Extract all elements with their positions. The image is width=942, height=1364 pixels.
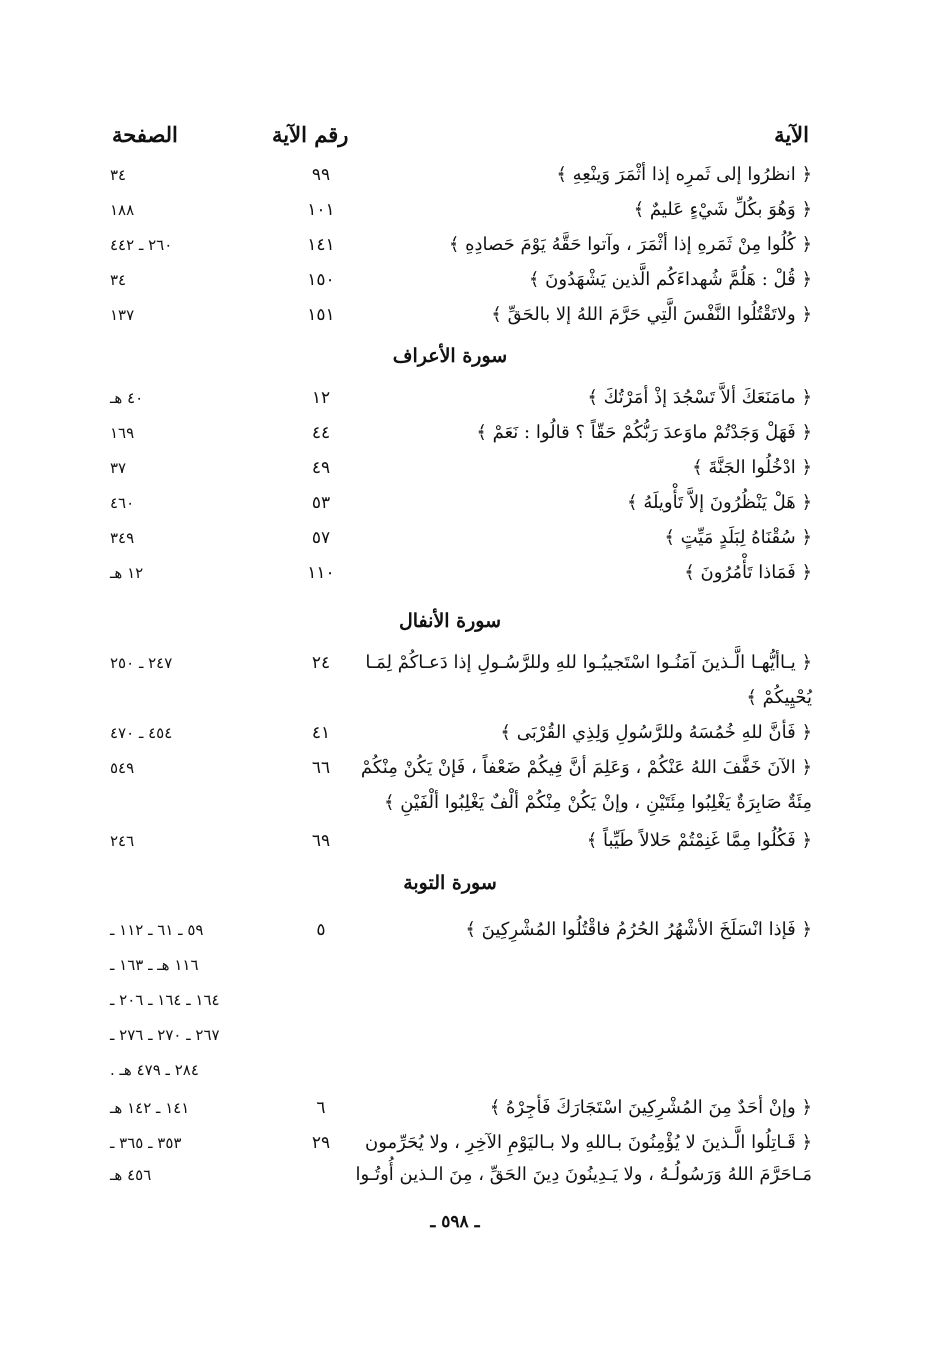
page-references: ٢٨٤ ـ ٤٧٩ هـ . <box>110 1061 199 1079</box>
ayah-number: ٢٤ <box>311 653 331 673</box>
ayah-number: ١٥١ <box>307 305 335 325</box>
table-row <box>0 1093 942 1127</box>
ayah-number: ٦ <box>316 1098 326 1118</box>
page-references: ٣٤ <box>110 271 127 289</box>
verse-text: ﴿ فَإذا انْسَلَخَ الأشْهُرُ الحُرُمُ فاقْتُلُوا المُشْرِكِينَ ﴾ <box>465 919 812 940</box>
ayah-number: ٤١ <box>311 723 331 743</box>
page-references: ٢٦٠ ـ ٤٤٢ <box>110 236 173 254</box>
ayah-number: ٥ <box>316 920 326 940</box>
page-references: ٥٤٩ <box>110 759 135 777</box>
page-references: ١٤١ ـ ١٤٢ هـ <box>110 1099 190 1117</box>
verse-text: ﴿ ادْخُلُوا الجَنَّةَ ﴾ <box>692 457 812 478</box>
page-references: ١٢ هـ <box>110 564 144 582</box>
page-references: ١٦٩ <box>110 424 135 442</box>
ayah-number: ٥٣ <box>311 493 331 513</box>
verse-text: مَـاحَرَّمَ اللهُ وَرَسُولُـهُ ، ولا يَـدِينُونَ دِينَ الحَقِّ ، مِنَ الـذين أُوتُـوا <box>355 1164 812 1185</box>
verse-text: ﴿ يـاأيُّهـا الَّـذينَ آمَنُـوا اسْتَجيبُـوا للهِ وللرَّسُـولِ إذا دَعـاكُمْ لِمَـا <box>365 652 812 673</box>
table-row <box>0 265 942 299</box>
page-references: ٤٠ هـ <box>110 389 144 407</box>
verse-text: ﴿ هَلْ يَنْظُرُونَ إلاَّ تَأْويلَهُ ﴾ <box>627 492 812 513</box>
table-row <box>0 1160 942 1194</box>
table-row <box>0 453 942 487</box>
verse-text: ﴿ فَكُلُوا مِمَّا غَنِمْتُمْ حَلالاً طَيِّباً ﴾ <box>586 830 812 851</box>
table-row <box>0 950 942 984</box>
table-row <box>0 1020 942 1054</box>
page-references: ٣٤ <box>110 166 127 184</box>
verse-text: ﴿ مامَنَعَكَ ألاَّ تَسْجُدَ إذْ أمَرْتُكَ ﴾ <box>587 387 812 408</box>
ayah-number: ٩٩ <box>311 165 331 185</box>
table-row <box>0 230 942 264</box>
surah-heading: سورة الأعراف <box>392 345 508 367</box>
table-row <box>0 753 942 787</box>
verse-text: ﴿ سُقْنَاهُ لِبَلَدٍ مَيِّتٍ ﴾ <box>664 527 812 548</box>
page-references: ٥٩ ـ ٦١ ـ ١١٢ ـ <box>110 921 204 939</box>
table-row <box>0 648 942 682</box>
verse-text: ﴿ فَأنَّ للهِ خُمُسَهُ وللرَّسُولِ وَلِذِي القُرْبَى ﴾ <box>500 722 812 743</box>
page-references: ٤٥٦ هـ <box>110 1166 152 1184</box>
table-row <box>0 558 942 592</box>
table-row <box>0 915 942 949</box>
verse-text: ﴿ وإنْ أحَدٌ مِنَ المُشْرِكِينَ اسْتَجَارَكَ فَأجِرْهُ ﴾ <box>489 1097 812 1118</box>
verse-text: يُحْيِيكُمْ ﴾ <box>746 687 812 708</box>
table-row <box>0 826 942 860</box>
verse-text: ﴿ قَـاتِلُوا الَّـذينَ لا يُؤْمِنُونَ بـاللهِ ولا بـاليَوْمِ الآخِرِ ، ولا يُحَرِّمون <box>365 1132 812 1153</box>
table-row <box>0 718 942 752</box>
ayah-number: ٤٤ <box>311 423 331 443</box>
page-references: ٣٧ <box>110 459 127 477</box>
ayah-number: ٥٧ <box>311 528 331 548</box>
verse-text: مِئَةٌ صَابِرَةٌ يَغْلِبُوا مِئَتَيْنِ ، وإنْ يَكُنْ مِنْكُمْ ألْفٌ يَغْلِبُوا ألْفَيْنِ ﴾ <box>384 792 812 813</box>
ayah-number-column-header: رقم الآية <box>272 122 349 147</box>
ayah-number: ٤٩ <box>311 458 331 478</box>
ayah-number: ٢٩ <box>311 1133 331 1153</box>
ayah-number: ١٢ <box>311 388 331 408</box>
ayah-number: ٦٦ <box>311 758 331 778</box>
page-references: ٤٦٠ <box>110 494 135 512</box>
table-row <box>0 1128 942 1162</box>
surah-heading: سورة الأنفال <box>398 610 502 632</box>
surah-heading: سورة التوبة <box>403 872 497 894</box>
page-column-header: الصفحة <box>112 122 178 147</box>
ayah-number: ١٤١ <box>307 235 335 255</box>
page-references: ٣٤٩ <box>110 529 135 547</box>
page-references: ٣٥٣ ـ ٣٦٥ ـ <box>110 1134 182 1152</box>
ayah-number: ١٥٠ <box>307 270 335 290</box>
verse-text: ﴿ ولاتَقْتُلُوا النَّفْسَ الَّتِي حَرَّمَ اللهُ إلا بالحَقِّ ﴾ <box>491 304 812 325</box>
table-row <box>0 383 942 417</box>
verse-text: ﴿ الآنَ خَفَّفَ اللهُ عَنْكُمْ ، وَعَلِمَ أنَّ فِيكُمْ ضَعْفاً ، فَإنْ يَكُنْ مِنْكُمْ <box>360 757 812 778</box>
verse-text: ﴿ قُلْ : هَلُمَّ شُهداءَكُم الَّذين يَشْهَدُونَ ﴾ <box>528 269 812 290</box>
ayah-number: ١١٠ <box>307 563 335 583</box>
verse-text: ﴿ وَهُوَ بكُلِّ شَيْءٍ عَليمٌ ﴾ <box>633 199 812 220</box>
verse-text: ﴿ فَمَاذا تَأْمُرُونَ ﴾ <box>684 562 812 583</box>
table-row <box>0 195 942 229</box>
verse-text: ﴿ انظرُوا إلى ثَمرِه إذا أثْمَرَ وَينْعِهِ ﴾ <box>556 164 812 185</box>
verse-text: ﴿ كُلُوا مِنْ ثَمَرهِ إذا أثْمَرَ ، وآتوا حَقَّهُ يَوْمَ حَصادِهِ ﴾ <box>448 234 812 255</box>
table-row <box>0 788 942 822</box>
page-references: ٢٤٧ ـ ٢٥٠ <box>110 654 173 672</box>
page-references: ١١٦ هـ ـ ١٦٣ ـ <box>110 956 199 974</box>
table-row <box>0 523 942 557</box>
page-references: ١٨٨ <box>110 201 135 219</box>
verse-text: ﴿ فَهَلْ وَجَدْتُمْ ماوَعدَ رَبُّكُمْ حَقّاً ؟ قالُوا : نَعَمْ ﴾ <box>476 422 812 443</box>
table-row <box>0 488 942 522</box>
table-row <box>0 160 942 194</box>
page-number: ـ ٥٩٨ ـ <box>430 1212 480 1232</box>
page-references: ١٣٧ <box>110 306 135 324</box>
table-row <box>0 683 942 717</box>
ayah-number: ٦٩ <box>311 831 331 851</box>
table-row <box>0 1055 942 1089</box>
page-references: ٢٤٦ <box>110 832 135 850</box>
page-references: ٢٦٧ ـ ٢٧٠ ـ ٢٧٦ ـ <box>110 1026 220 1044</box>
ayah-number: ١٠١ <box>307 200 335 220</box>
table-row <box>0 985 942 1019</box>
table-row <box>0 418 942 452</box>
table-row <box>0 300 942 334</box>
page-references: ٤٥٤ ـ ٤٧٠ <box>110 724 173 742</box>
page-references: ١٦٤ ـ ١٦٤ ـ ٢٠٦ ـ <box>110 991 220 1009</box>
verse-column-header: الآية <box>774 122 809 147</box>
